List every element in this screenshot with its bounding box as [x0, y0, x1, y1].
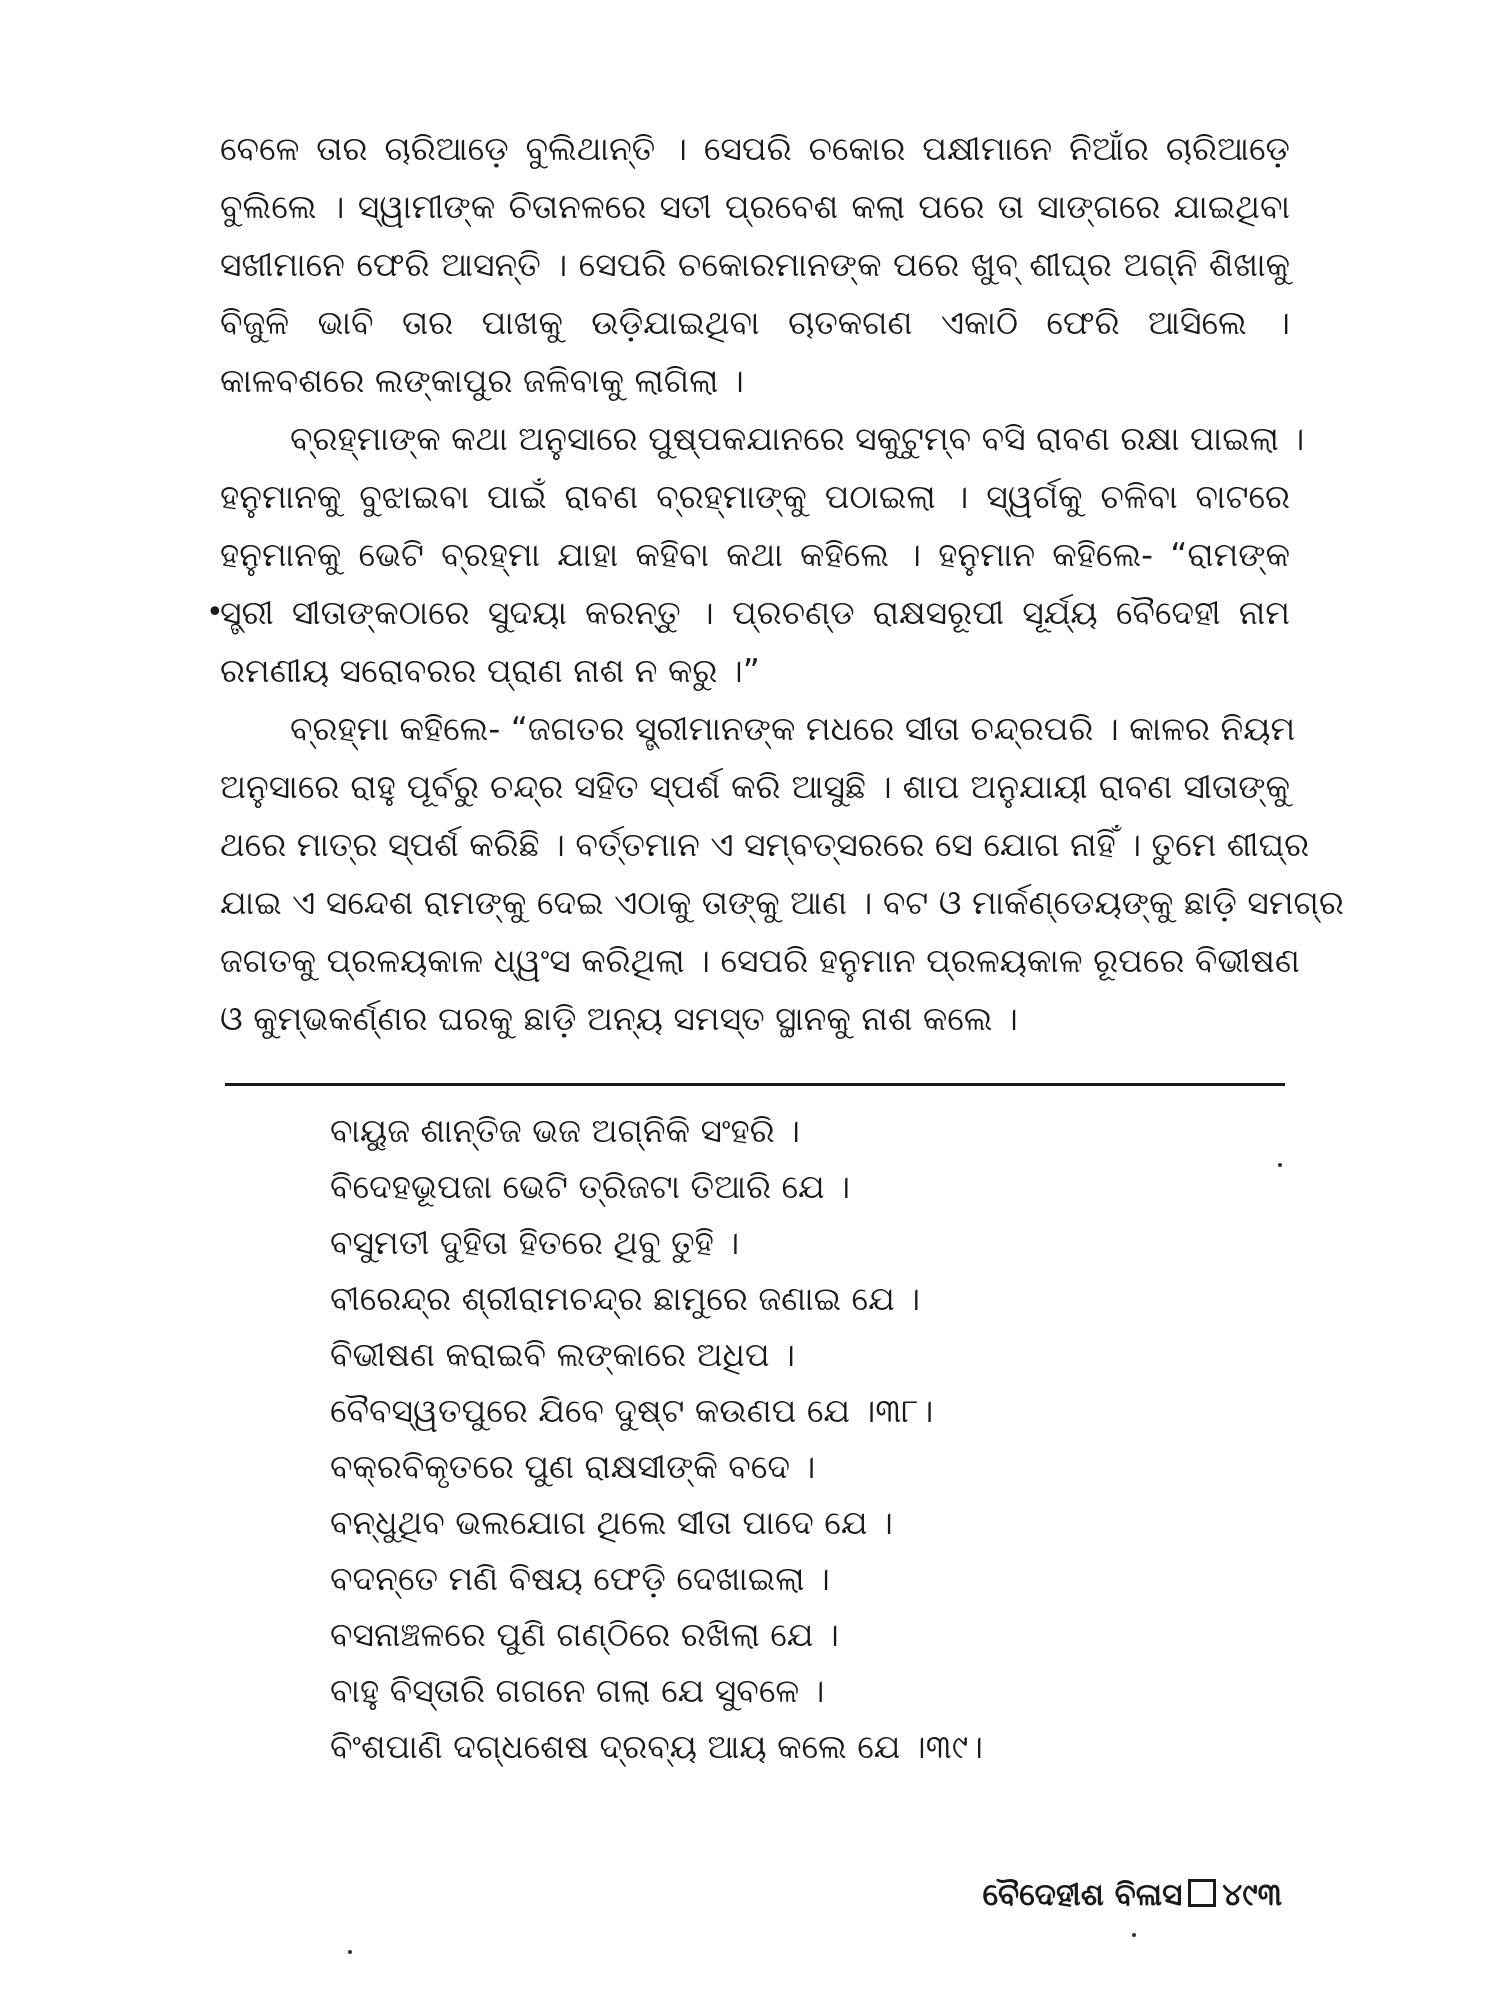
verse-line: ବିଭୀଷଣ କରାଇବି ଲଙ୍କାରେ ଅଧିପ ।	[330, 1335, 795, 1374]
verse-line: ବାୟୁଜ ଶାନ୍ତିଜ ଭଜ ଅଗ୍ନିକି ସଂହରି ।	[330, 1111, 801, 1150]
print-speck	[348, 1950, 352, 1954]
prose-line: ଜଗତକୁ ପ୍ରଳୟକାଳ ଧ୍ୱଂସ କରିଥିଲା । ସେପରି ହନୁମାନ ପ୍ରଳୟକାଳ ରୂପରେ ବିଭୀଷଣ	[220, 941, 1300, 980]
prose-line: ବ୍ରହ୍ମା କହିଲେ- “ଜଗତର ସ୍ତ୍ରୀମାନଙ୍କ ମଧରେ ସୀତା ଚନ୍ଦ୍ରପରି । କାଳର ନିୟମ	[290, 709, 1296, 748]
prose-line: ହନୁମାନକୁ ଭେଟି ବ୍ରହ୍ମା ଯାହା କହିବା କଥା କହିଲେ । ହନୁମାନ କହିଲେ- “ରାମଙ୍କ	[220, 535, 1290, 574]
verse-line: ବିଦେହଭୂପଜା ଭେଟି ତ୍ରିଜଟା ତିଆରି ଯେ ।	[330, 1167, 851, 1206]
prose-line: ଓ କୁମ୍ଭକର୍ଣ୍ଣର ଘରକୁ ଛାଡ଼ି ଅନ୍ୟ ସମସ୍ତ ସ୍ଥାନକୁ ନାଶ କଲେ ।	[220, 999, 1018, 1038]
verse-line: ବଦନ୍ତେ ମଣି ବିଷୟ ଫେଡ଼ି ଦେଖାଇଲା ।	[330, 1559, 830, 1598]
prose-line: ଥରେ ମାତ୍ର ସ୍ପର୍ଶ କରିଛି । ବର୍ତ୍ତମାନ ଏ ସମ୍ବତ୍ସରରେ ସେ ଯୋଗ ନାହିଁ । ତୁମେ ଶୀଘ୍ର	[220, 825, 1310, 864]
prose-line: ବେଳେ ତାର ଚାରିଆଡ଼େ ବୁଲିଥାନ୍ତି । ସେପରି ଚକୋର ପକ୍ଷୀମାନେ ନିଆଁର ଚାରିଆଡ଼େ	[220, 129, 1290, 168]
prose-line: ଯାଇ ଏ ସନ୍ଦେଶ ରାମଙ୍କୁ ଦେଇ ଏଠାକୁ ତାଙ୍କୁ ଆଣ । ବଟ ଓ ମାର୍କଣ୍ଡେୟଙ୍କୁ ଛାଡ଼ି ସମଗ୍ର	[220, 883, 1344, 922]
verse-line: ବସୁମତୀ ଦୁହିତା ହିତରେ ଥିବୁ ତୁହି ।	[330, 1223, 740, 1262]
prose-line: ଅନୁସାରେ ରାହୁ ପୂର୍ବରୁ ଚନ୍ଦ୍ର ସହିତ ସ୍ପର୍ଶ କରି ଆସୁଛି । ଶାପ ଅନୁଯାୟୀ ରାବଣ ସୀତାଙ୍କୁ	[220, 767, 1290, 806]
square-icon	[1188, 1879, 1216, 1907]
book-title: ବୈଦେହୀଶ ବିଳାସ	[982, 1877, 1183, 1913]
page-number: ୪୯୩	[1222, 1877, 1282, 1913]
prose-line: ହନୁମାନକୁ ବୁଝାଇବା ପାଇଁ ରାବଣ ବ୍ରହ୍ମାଙ୍କୁ ପଠାଇଲା । ସ୍ୱର୍ଗକୁ ଚଳିବା ବାଟରେ	[220, 477, 1290, 516]
prose-line: ବିଜୁଳି ଭାବି ତାର ପାଖକୁ ଉଡ଼ିଯାଇଥିବା ଚାତକଗଣ ଏକାଠି ଫେରି ଆସିଲେ ।	[220, 303, 1290, 342]
prose-line	[206, 584, 1290, 642]
print-speck	[1132, 1933, 1136, 1937]
prose-line: ରମଣୀୟ ସରୋବରର ପ୍ରାଣ ନାଶ ନ କରୁ ।”	[220, 651, 760, 690]
prose-line: କାଳବଶରେ ଲଙ୍କାପୁର ଜଳିବାକୁ ଲାଗିଲା ।	[220, 361, 744, 400]
prose-line: ବୁଲିଲେ । ସ୍ୱାମୀଙ୍କ ଚିତାନଳରେ ସତୀ ପ୍ରବେଶ କଲା ପରେ ତା ସାଙ୍ଗରେ ଯାଇଥିବା	[220, 187, 1290, 226]
prose-line: ସଖୀମାନେ ଫେରି ଆସନ୍ତି । ସେପରି ଚକୋରମାନଙ୍କ ପରେ ଖୁବ୍ ଶୀଘ୍ର ଅଗ୍ନି ଶିଖାକୁ	[220, 245, 1290, 284]
verse-line: ବୀରେନ୍ଦ୍ର ଶ୍ରୀରାମଚନ୍ଦ୍ର ଛାମୁରେ ଜଣାଇ ଯେ ।	[330, 1279, 921, 1318]
verse-line: ବିଂଶପାଣି ଦଗ୍ଧଶେଷ ଦ୍ରବ୍ୟ ଆୟ କଲେ ଯେ ।୩୯।	[330, 1727, 983, 1766]
running-footer	[982, 1877, 1282, 1914]
print-speck	[1278, 1163, 1282, 1167]
verse-line: ବୈବସ୍ୱତପୁରେ ଯିବେ ଦୁଷ୍ଟ କଉଣପ ଯେ ।୩୮।	[330, 1391, 934, 1430]
prose-section	[206, 120, 1344, 1048]
verse-line: ବନ୍ଧୁଥିବ ଭଲଯୋଗ ଥିଲେ ସୀତା ପାଦେ ଯେ ।	[330, 1503, 893, 1542]
section-divider	[225, 1083, 1285, 1086]
margin-dot: •	[206, 595, 224, 630]
verse-line: ବକ୍ରବିକୃତରେ ପୁଣ ରାକ୍ଷସୀଙ୍କି ବଦେ ।	[330, 1447, 816, 1486]
prose-line-text: ସ୍ତ୍ରୀ ସୀତାଙ୍କଠାରେ ସୁଦୟା କରନ୍ତୁ । ପ୍ରଚଣ୍ଡ ରାକ୍ଷସରୂପୀ ସୂର୍ଯ୍ୟ ବୈଦେହୀ ନାମ	[220, 593, 1290, 632]
prose-line: ବ୍ରହ୍ମାଙ୍କ କଥା ଅନୁସାରେ ପୁଷ୍ପକଯାନରେ ସକୁଟୁମ୍ବ ବସି ରାବଣ ରକ୍ଷା ପାଇଲା ।	[290, 419, 1305, 458]
verse-line: ବାହୁ ବିସ୍ତାରି ଗଗନେ ଗଲା ଯେ ସୁବଳେ ।	[330, 1671, 825, 1710]
verse-line: ବସନାଞ୍ଚଳରେ ପୁଣି ଗଣ୍ଠିରେ ରଖିଲା ଯେ ।	[330, 1615, 839, 1654]
verse-section	[330, 1103, 1230, 1775]
